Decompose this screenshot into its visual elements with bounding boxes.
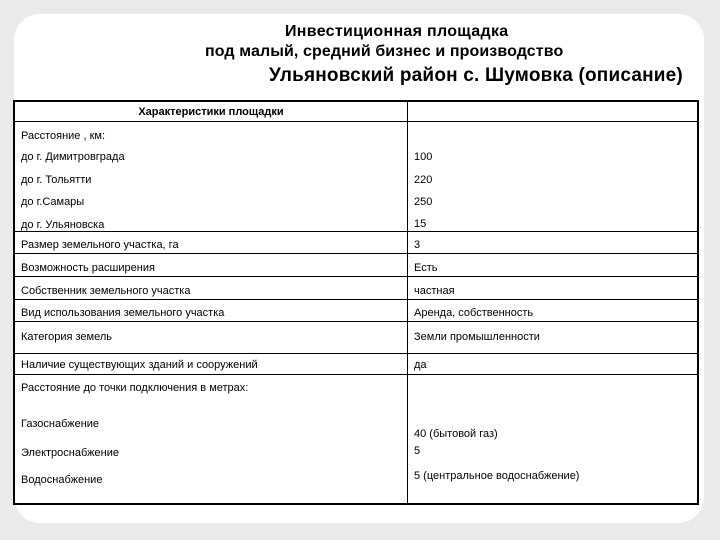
row-divider (15, 299, 697, 300)
table-row-value: 40 (бытовой газ) (414, 428, 498, 440)
title-line-2: под малый, средний бизнес и производство (205, 43, 564, 60)
table-row-label: Электроснабжение (21, 447, 119, 459)
table-row-label: Водоснабжение (21, 474, 103, 486)
table-row-value: 5 (414, 445, 421, 457)
table-row-label: Вид использования земельного участка (21, 307, 225, 319)
table-row-value: 3 (414, 239, 421, 251)
column-divider (407, 102, 408, 503)
table-row-label: до г. Димитровграда (21, 151, 125, 163)
table-row-label: Собственник земельного участка (21, 285, 191, 297)
table-row-label: Наличие существующих зданий и сооружений (21, 359, 258, 371)
table-row-value: Есть (414, 262, 438, 274)
table-row-value: Земли промышленности (414, 331, 540, 343)
table-row-label: до г. Тольятти (21, 174, 92, 186)
row-divider (15, 276, 697, 277)
table-row-value: да (414, 359, 427, 371)
table-row-value: 15 (414, 218, 427, 230)
site-characteristics-table (13, 100, 699, 505)
table-row-value: 250 (414, 196, 433, 208)
table-row-label: Возможность расширения (21, 262, 155, 274)
table-row-label: до г. Ульяновска (21, 219, 105, 231)
row-divider (15, 321, 697, 322)
table-row-label: Газоснабжение (21, 418, 100, 430)
page-title (0, 0, 720, 100)
table-row-value: 100 (414, 151, 433, 163)
title-line-1: Инвестиционная площадка (285, 23, 509, 40)
row-divider (15, 353, 697, 354)
table-row-label: Размер земельного участка, га (21, 239, 179, 251)
table-row-label: Категория земель (21, 331, 112, 343)
row-divider (15, 374, 697, 375)
row-divider (15, 121, 697, 122)
row-divider (15, 231, 697, 232)
connection-section-label: Расстояние до точки подключения в метрах: (21, 382, 249, 394)
table-row-value: частная (414, 285, 455, 297)
table-header: Характеристики площадки (138, 106, 284, 118)
row-divider (15, 253, 697, 254)
table-row-value: 5 (центральное водоснабжение) (414, 470, 580, 482)
table-row-label: до г.Самары (21, 196, 85, 208)
table-row-value: Аренда, собственность (414, 307, 534, 319)
distance-section-label: Расстояние , км: (21, 130, 106, 142)
title-line-3: Ульяновский район с. Шумовка (описание) (269, 65, 683, 86)
table-row-value: 220 (414, 174, 433, 186)
